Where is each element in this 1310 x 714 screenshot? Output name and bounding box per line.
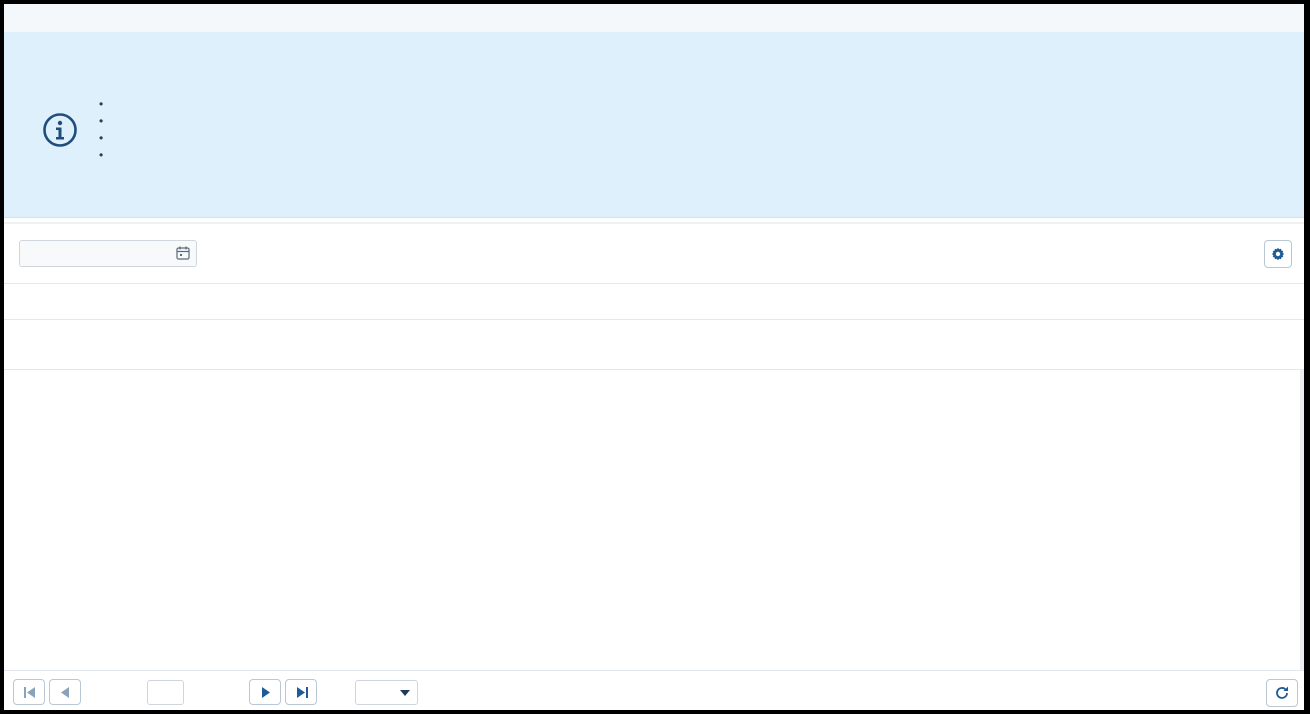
divider: [4, 222, 1304, 224]
last-page-button[interactable]: [285, 679, 317, 705]
vertical-scrollbar[interactable]: [1300, 370, 1304, 670]
criteria-item: [97, 113, 113, 130]
page-number-input[interactable]: [147, 680, 184, 705]
prev-page-button[interactable]: [49, 679, 81, 705]
grid-body: [4, 370, 1304, 672]
prev-page-icon: [60, 687, 72, 698]
first-page-icon: [24, 687, 36, 698]
page-size-select[interactable]: [355, 680, 418, 705]
grid-header: [4, 283, 1304, 320]
last-page-icon: [296, 687, 308, 698]
refresh-button[interactable]: [1266, 679, 1298, 707]
next-page-icon: [260, 687, 272, 698]
calendar-icon[interactable]: [176, 246, 190, 260]
refresh-icon: [1275, 686, 1289, 700]
info-banner: [4, 32, 1304, 218]
pager: [4, 670, 1304, 710]
chevron-down-icon: [400, 690, 410, 696]
close-icon[interactable]: [1284, 46, 1300, 62]
banner-criteria-list: [97, 96, 113, 164]
criteria-item: [97, 147, 113, 164]
info-icon: [42, 112, 78, 148]
grid-filter-row: [4, 320, 1304, 370]
grid-settings-button[interactable]: [1264, 240, 1292, 268]
gear-icon: [1271, 247, 1285, 261]
date-range-picker[interactable]: [19, 240, 197, 267]
merge-log-page: [4, 4, 1304, 710]
next-page-button[interactable]: [249, 679, 281, 705]
page-title: [4, 4, 1304, 32]
first-page-button[interactable]: [13, 679, 45, 705]
criteria-item: [97, 96, 113, 113]
criteria-item: [97, 130, 113, 147]
